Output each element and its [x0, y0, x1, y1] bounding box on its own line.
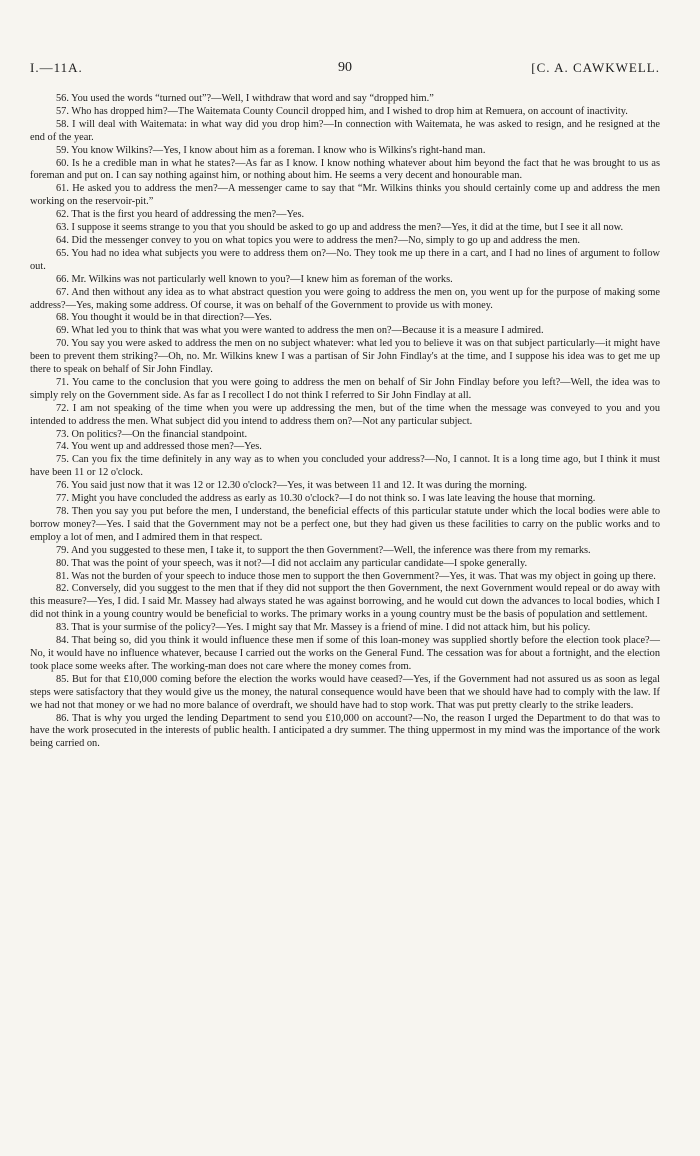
testimony-paragraph: 79. And you suggested to these men, I take it, to support the then Government?—Well, the inference was there from my remarks.	[56, 544, 591, 556]
testimony-paragraph: 58. I will deal with Waitemata: in what way did you drop him?—In connection with Waitemata, he was asked to resign, and he resigned at the end of the year.	[30, 118, 660, 143]
testimony-paragraph: 63. I suppose it seems strange to you that you should be asked to go up and address the men?—Yes, it did at the time, but I see it all now.	[56, 222, 624, 234]
testimony-paragraph: 85. But for that £10,000 coming before the election the works would have ceased?—Yes, if the Government had not assured us as soon as legal steps were satisfactory that they would give us the money, the natural consequence would have been that we should have had to comply with the law. If we had not that money or we had no more balance of overdraft, we should have had to stop work. That was put pretty clearly to the strike leaders.	[30, 673, 660, 711]
page-header	[30, 60, 660, 80]
document-reference: I.—11A.	[30, 60, 83, 75]
testimony-paragraph: 74. You went up and addressed those men?—Yes.	[56, 441, 262, 453]
testimony-body	[30, 93, 660, 751]
testimony-paragraph: 71. You came to the conclusion that you were going to address the men on behalf of Sir John Findlay before you left?—Well, the idea was to simply rely on the Government side. As far as I recollect I do not think I referred to Sir John Findlay at all.	[30, 376, 660, 401]
testimony-paragraph: 73. On politics?—On the financial standpoint.	[56, 428, 248, 440]
testimony-paragraph: 59. You know Wilkins?—Yes, I know about him as a foreman. I know who is Wilkins's right-hand man.	[56, 144, 486, 156]
testimony-paragraph: 61. He asked you to address the men?—A messenger came to say that “Mr. Wilkins thinks you should certainly come up and address the men working on the reservoir-pit.”	[30, 183, 660, 208]
testimony-paragraph: 62. That is the first you heard of addressing the men?—Yes.	[56, 209, 305, 221]
testimony-paragraph: 83. That is your surmise of the policy?—Yes. I might say that Mr. Massey is a friend of mine. I did not attack him, but his policy.	[56, 622, 591, 634]
testimony-paragraph: 67. And then without any idea as to what abstract question you were going to address the men on, you went up for the purpose of making some address?—Yes, making some address. Of course, it was on behalf of the Government to provide us with money.	[30, 286, 660, 311]
testimony-paragraph: 76. You said just now that it was 12 or 12.30 o'clock?—Yes, it was between 11 and 12. It was during the morning.	[56, 480, 528, 492]
testimony-paragraph: 70. You say you were asked to address the men on no subject whatever: what led you to believe it was on that subject particularly—it might have been to prevent them striking?—Oh, no. Mr. Wilkins knew I was a partisan of Sir John Findlay's at the time, and I suppose his idea was to get me up there to speak on behalf of Sir John Findlay.	[30, 338, 660, 376]
testimony-paragraph: 66. Mr. Wilkins was not particularly well known to you?—I knew him as foreman of the works.	[56, 273, 453, 285]
testimony-paragraph: 77. Might you have concluded the address as early as 10.30 o'clock?—I do not think so. I was late leaving the house that morning.	[56, 493, 596, 505]
witness-name: [C. A. CAWKWELL.	[531, 60, 660, 75]
testimony-paragraph: 57. Who has dropped him?—The Waitemata County Council dropped him, and I wished to drop him at Remuera, on account of inactivity.	[56, 105, 628, 117]
testimony-paragraph: 78. Then you say you put before the men, I understand, the beneficial effects of this particular statute under which the local bodies were able to borrow money?—Yes. I said that the Government may not be a perfect one, but they had given us these facilities to carry on the public works and to employ a lot of men, and I admired them in that respect.	[30, 506, 660, 543]
testimony-paragraph: 65. You had no idea what subjects you were to address them on?—No. They took me up there in a cart, and I had no lines of argument to follow out.	[30, 247, 660, 272]
testimony-paragraph: 81. Was not the burden of your speech to induce those men to support the then Government?—Yes, it was. That was my object in going up there.	[56, 570, 656, 582]
testimony-paragraph: 72. I am not speaking of the time when you were up addressing the men, but of the time when the message was conveyed to you and you intended to address the men. What subject did you intend to address them on?—Not any particular subject.	[30, 402, 660, 427]
testimony-paragraph: 84. That being so, did you think it would influence these men if some of this loan-money was supplied shortly before the election took place?—No, it would have no influence whatever, because I carried out the works on the General Fund. The cessation was for about a fortnight, and the election took place some weeks after. The working-man does not care where the money comes from.	[30, 635, 660, 672]
testimony-paragraph: 75. Can you fix the time definitely in any way as to when you concluded your address?—No, I cannot. It is a long time ago, but I think it must have been 11 or 12 o'clock.	[30, 454, 660, 479]
testimony-paragraph: 80. That was the point of your speech, was it not?—I did not acclaim any particular candidate—I spoke generally.	[56, 557, 528, 569]
testimony-paragraph: 64. Did the messenger convey to you on what topics you were to address the men?—No, simply to go up and address the men.	[56, 234, 580, 246]
testimony-paragraph: 56. You used the words “turned out”?—Well, I withdraw that word and say “dropped him.”	[56, 93, 434, 104]
testimony-paragraph: 68. You thought it would be in that direction?—Yes.	[56, 312, 272, 324]
page-number: 90	[338, 60, 352, 75]
testimony-paragraph: 69. What led you to think that was what you were wanted to address the men on?—Because it is a measure I admired.	[56, 325, 544, 337]
testimony-paragraph: 60. Is he a credible man in what he states?—As far as I know. I know nothing whatever about him beyond the fact that he was brought to us as foreman and put on. I can say nothing against him, or nothing about him. He seems a very decent and honourable man.	[30, 157, 660, 182]
testimony-paragraph: 82. Conversely, did you suggest to the men that if they did not support the then Government, the next Government would repeal or do away with this measure?—Yes, I did. I said Mr. Massey had always stated he was against borrowing, and he would cut down the advances to local bodies, which I did not think in a young country would be beneficial to works. The primary works in a young country must be the basis of population and settlement.	[30, 583, 660, 621]
testimony-paragraph: 86. That is why you urged the lending Department to send you £10,000 on account?—No, the reason I urged the Department to do that was to have the work prosecuted in the interests of public health. I anticipated a dry summer. The thing uppermost in my mind was the importance of the work being carried on.	[30, 712, 660, 750]
